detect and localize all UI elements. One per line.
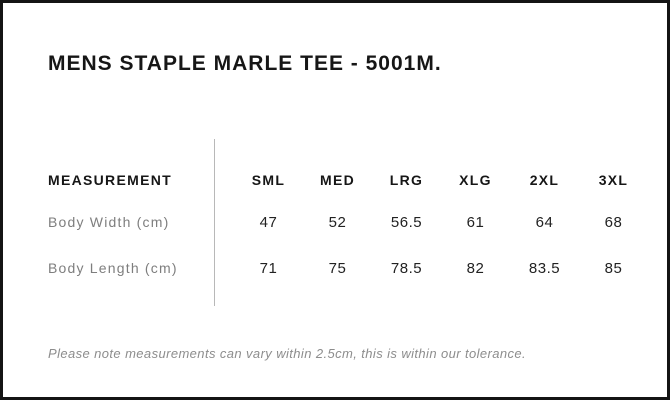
body-width-3xl: 68 — [604, 213, 623, 231]
body-length-sml: 71 — [259, 259, 278, 277]
body-length-xlg: 82 — [466, 259, 485, 277]
product-title: MENS STAPLE MARLE TEE - 5001M. — [48, 52, 442, 75]
size-header-3xl: 3XL — [598, 172, 629, 188]
body-length-2xl: 83.5 — [528, 259, 561, 277]
body-length-med: 75 — [328, 259, 347, 277]
body-width-xlg: 61 — [466, 213, 485, 231]
body-width-sml: 47 — [259, 213, 278, 231]
size-chart-table — [48, 153, 648, 299]
body-width-med: 52 — [328, 213, 347, 231]
tolerance-note: Please note measurements can vary within 2.5cm, this is within our tolerance. — [48, 346, 527, 361]
vertical-divider — [214, 139, 215, 306]
column-header-measurement: MEASUREMENT — [48, 172, 172, 188]
size-header-2xl: 2XL — [529, 172, 560, 188]
size-header-med: MED — [319, 172, 355, 188]
row-label-body-length: Body Length (cm) — [48, 260, 178, 276]
size-header-lrg: LRG — [389, 172, 424, 188]
body-length-3xl: 85 — [604, 259, 623, 277]
row-label-body-width: Body Width (cm) — [48, 214, 170, 230]
body-width-lrg: 56.5 — [390, 213, 423, 231]
size-header-xlg: XLG — [459, 172, 492, 188]
size-header-sml: SML — [251, 172, 286, 188]
body-length-lrg: 78.5 — [390, 259, 423, 277]
body-width-2xl: 64 — [535, 213, 554, 231]
